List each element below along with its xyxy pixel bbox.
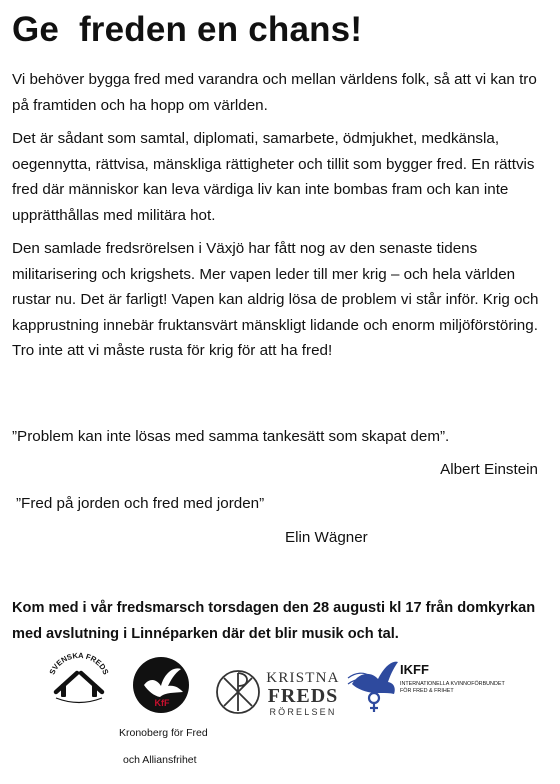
kristna-freds-line1: KRISTNA — [266, 670, 340, 686]
kff-abbr: KfF — [154, 698, 170, 708]
militarization-paragraph: Den samlade fredsrörelsen i Växjö har fått nog av den senaste tidens militarisering och krigshets. Mer vapen leder till mer krig – och hela världen rustar nu. Det är farligt! Vapen kan aldrig lösa de problem vi står inför. Krig och kapprustning innebär fruktansvärt mänskligt lidande och enorm miljöförstöring. Tro inte att vi måste rusta för krig för att ha fred! — [12, 240, 539, 359]
ikff-logo — [346, 654, 548, 716]
peace-values-paragraph: Det är sådant som samtal, diplomati, samarbete, ödmjukhet, medkänsla, oegennytta, rättvisa, mänskliga rättigheter och tillit som bygger fred. En rättvis fred där människor kan leva värdiga liv kan inte bombas fram och kan inte upprätthållas med militära hot. — [12, 130, 535, 224]
svenska-freds-name: SVENSKA FREDS — [47, 652, 111, 676]
chi-rho-icon — [217, 671, 259, 713]
broken-rifle-icon — [56, 673, 102, 697]
kristna-freds-line3: RÖRELSEN — [269, 707, 337, 717]
ikff-line2: FÖR FRED & FRIHET — [400, 688, 454, 694]
kff-caption-line2: och Alliansfrihet — [123, 754, 197, 766]
kff-caption-line1: Kronoberg för Fred — [119, 727, 208, 739]
kristna-freds-line2: FREDS — [267, 685, 339, 707]
einstein-author: Albert Einstein — [440, 461, 538, 478]
einstein-quote: ”Problem kan inte lösas med samma tankesätt som skapat dem”. — [12, 428, 450, 445]
svenska-freds-logo — [44, 652, 114, 710]
march-invitation: Kom med i vår fredsmarsch torsdagen den 28 augusti kl 17 från domkyrkan med avslutning i Linnéparken där det blir musik och tal. — [12, 600, 536, 642]
kristna-freds-logo — [214, 664, 344, 720]
kff-logo — [131, 655, 191, 715]
dove-icon — [348, 662, 398, 712]
wagner-author: Elin Wägner — [285, 529, 368, 546]
page-title: Ge freden en chans! — [12, 10, 363, 49]
intro-paragraph: Vi behöver bygga fred med varandra och mellan världens folk, så att vi kan tro på framtiden och ha hopp om världen. — [12, 71, 537, 114]
ikff-abbr: IKFF — [400, 662, 429, 677]
ikff-line1: INTERNATIONELLA KVINNOFÖRBUNDET — [400, 681, 505, 687]
wagner-quote: ”Fred på jorden och fred med jorden” — [16, 495, 265, 512]
